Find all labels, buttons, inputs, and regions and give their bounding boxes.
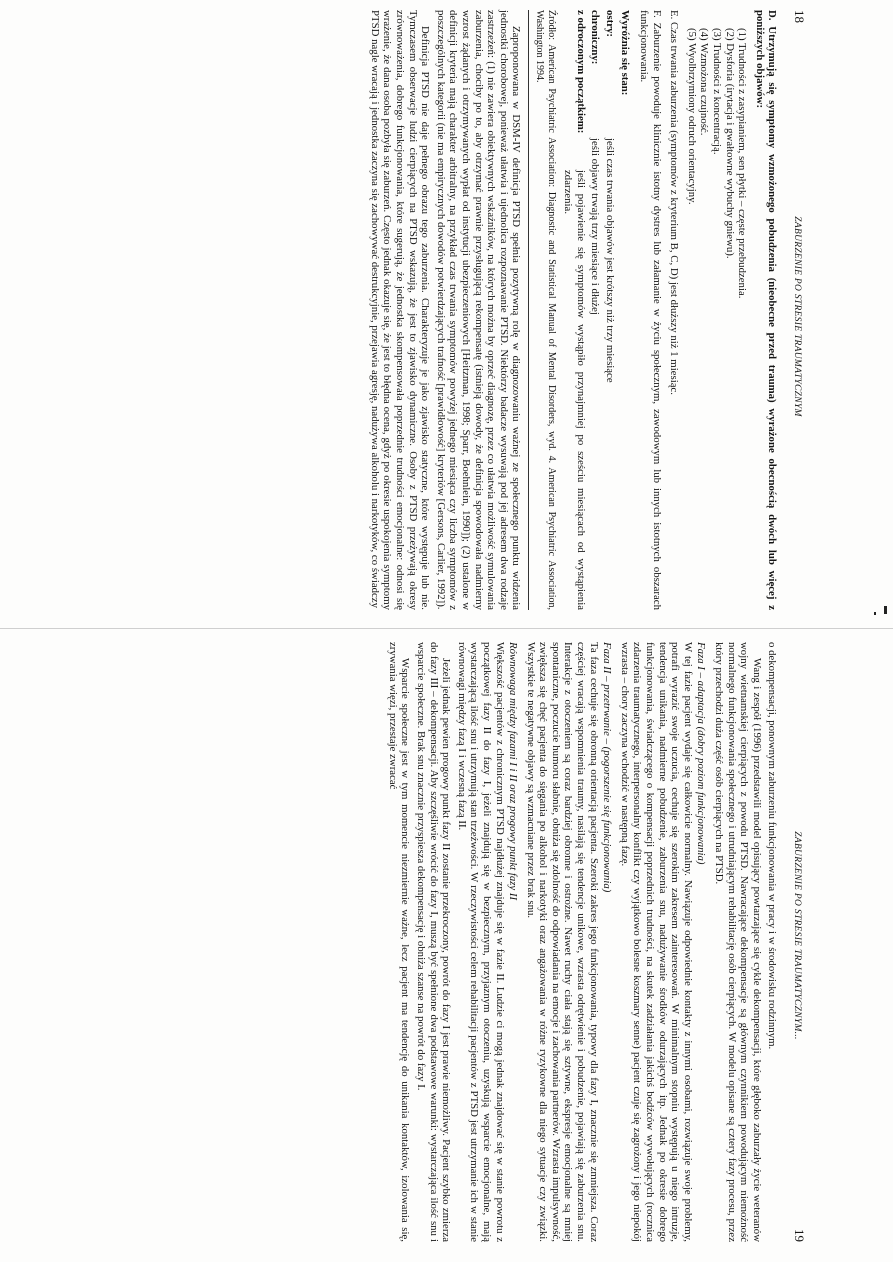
running-head <box>790 10 805 610</box>
criterion-d-item: (4) Wzmożona czujność. <box>698 28 711 136</box>
phase-text: Większość pacjentów z chronicznym PTSD najdłużej znajduje się w fazie II. Ludzie ci mogą jednak znajdować się w stanie powrotu z początkowej fazy II do fazy I, jeżeli znajdują się w bezpiecznym, przyjaznym otoczeniu, uzyskują wsparcie emocjonalne, mają wystarczającą ilość snu i utrzymują stan trzeźwości. W rzeczywistości celem rehabilitacji pacjentów z PTSD jest utrzymanie ich w stanie równowagi między fazą I i wczesną fazą II. <box>455 642 506 1242</box>
running-head <box>790 642 805 1242</box>
phase-text: Ta faza cechuje się obronną orientacją pacjenta. Szeroki zakres jego funkcjonowania, typowy dla fazy I, znacznie się zmniejsza. Coraz częściej wracają wspomnienia traumy, nasilają się tendencje unikowe, wzrasta odrętwienie i pobudzenie, pojawiają się zaburzenia snu. Interakcje z otoczeniem są coraz bardziej obronne i ostrożne. Nawet ruchy ciała stają się sztywne, ekspresje emocjonalne są mniej spontaniczne, poczucie humoru słabnie, obniża się zdolność do odpowiadania na emocje i zachowania partnerów. Wzrasta impulsywność, zwiększa się chęć pacjenta do sięgania po alkohol i narkotyki oraz angażowania w różne ryzykowne dla niego sytuacje czy związki. Wszystkie te negatywne objawy są wzmacniane przez brak snu. <box>524 642 600 1242</box>
specifier-label: z odroczonym początkiem: <box>574 10 587 134</box>
phase-heading: Faza II – przetrwanie – (pogorszenie się funkcjonowania) <box>601 642 614 893</box>
specifier-row <box>562 10 587 610</box>
body-paragraph: Wang i zespół (1996) przedstawili model opisujący powtarzające się cykle dekompensacji, które głęboko zaburzały życie weteranów wojny wietnamskiej cierpiących z powodu PTSD. Nawracające dekompensacje są głównym czynnikiem powodującym niemożność normalnego funkcjonowania społecznego i utrudniającym rehabilitację osób cierpiących. W modelu opisane są cztery fazy procesu, przez który przechodzi duża część osób cierpiących na PTSD. <box>713 642 763 1242</box>
specifiers-block <box>562 10 632 610</box>
criterion-f: F. Zaburzenie powoduje klinicznie istotny dystres lub załamanie w życiu społecznym, zawodowym lub innych istotnych obszarach funkcjonowania. <box>638 10 663 610</box>
body-paragraph: Zaproponowana w DSM-IV definicja PTSD spełnia pozytywną rolę w diagnozowaniu ważnej ze społecznego punktu widzenia jednostki chorobowej, ponieważ ułatwia i ujednolica rozpoznawanie PTSD. Niektórzy badacze wysuwają pod jej adresem dwa rodzaje zastrzeżeń: (1) nie zawiera obiektywnych wskaźników, na których można by oprzeć diagnozę, przez co ułatwia możliwość symulowania zaburzenia, chociby po to, aby otrzymać prawnie przysługującą rekompensatę (istnieją dowody, że definicja spowodowała nadmierny wzrost żądanych i otrzymywanych wypłat od instytucji ubezpieczeniowych [Heitzman, 1998; Sparr, Boehnlein, 1990]); (2) ustalone w definicji kryteria mają charakter arbitralny, na przykład czas trwania symptomów powyżej jednego miesiąca czy liczba symptomów z poszczególnych kategorii (nie ma empirycznych dowodów potwierdzających trafność [prawidłowość] kryteriów [Gersons, Carlier, 1992]). <box>434 10 523 610</box>
body-paragraph: Jeżeli jednak pewien progowy punkt fazy II zostanie przekroczony, powrót do fazy I jest prawie niemożliwy. Pacjent szybko zmierza do fazy III – dekompensacji. Aby szczęśliwie wrócić do fazy I, muszą być spełnione dwa podstawowe warunki: wystarczająca ilość snu i wsparcie społeczne. Brak snu znacznie przyspiesza dekompensację i obniża szanse na powrót do fazy I. <box>414 642 453 1242</box>
specifier-row <box>603 10 616 610</box>
specifier-text: jeśli objawy trwają trzy miesiące i dłużej <box>589 138 602 315</box>
page-gutter-divider <box>0 628 893 629</box>
criterion-d <box>753 10 778 610</box>
criterion-e: E. Czas trwania zaburzenia (symptomów z kryterium B, C, D) jest dłuższy niż 1 miesiąc. <box>668 10 681 395</box>
page-number: 19 <box>792 1228 807 1242</box>
specifiers-heading: Wyróżnia się stan: <box>619 10 632 96</box>
criterion-d-item: (2) Dysforia (irytacja i gwałtowne wybuchy gniewu). <box>723 28 736 259</box>
page-number: 18 <box>792 10 807 23</box>
criterion-d-list <box>685 10 748 610</box>
criterion-d-item: (5) Wyolbrzymiony odruch orientacyjny. <box>685 28 698 205</box>
specifier-row <box>589 10 602 610</box>
phase-heading: Równowaga między fazami I i II oraz progowy punkt fazy II <box>507 642 520 901</box>
criterion-d-title: D. Utrzymują się symptomy wzmożonego pobudzenia (nieobecne przed trauma) wyrażone obecnością dwóch lub więcej z poniższych objawów: <box>753 10 779 610</box>
source-note: Źródło: American Psychiatric Association: Diagnostic and Statistical Manual of Mental Disorders, wyd. 4. American Psychiatric Association, Washington 1994. <box>528 10 557 610</box>
specifier-label: chroniczny: <box>589 10 602 65</box>
body-paragraph: Wsparcie społeczne jest w tym momencie niezmiernie ważne, lecz pacjent ma tendencję do unikania kontaktów, izolowania się, zrywania więzi, przestaje zwracać <box>386 642 412 1242</box>
scan-speck <box>874 612 876 615</box>
scan-speck <box>884 606 887 614</box>
specifier-text: jeśli pojawienie się symptomów wystąpiło przynajmniej po sześciu miesiącach od wystąpienia zdarzenia. <box>562 170 587 610</box>
criterion-d-item: (1) Trudności z zasypianiem, sen płytki – częste przebudzenia. <box>736 28 749 299</box>
body-paragraph: Definicja PTSD nie daje pełnego obrazu tego zaburzenia. Charakteryzuje je jako zjawisko statyczne, które występuje lub nie. Tymczasem obserwacje ludzi cierpiących na PTSD wskazują, że jest to zjawisko dynamiczne. Osoby z PTSD przeżywają okresy zrównoważenia, dobrego funkcjonowania, które sugerują, że jednostka skompensowała poprzednie trudności emocjonalne: odnosi się wrażenie, że dana osoba pozbyła się zaburzeń. Często jednak okazuje się, że jest to błędna ocena, gdyż po okresie uspokojenia symptomy PTSD nagle wracają i jednostka zaczyna się zachowywać destrukcyjnie, przejawia agresję, nadużywa alkoholu i narkotyków, co świadczy <box>368 10 432 610</box>
phase-text: W tej fazie pacjent wydaje się całkowicie normalny. Nawiązuje odpowiednie kontakty z innymi osobami, rozwiązuje swoje problemy, potrafi wyrazić swoje uczucia, cechuje się szerokim zakresem zainteresowań. W minimalnym stopniu występują u niego intruzje, tendencja unikania, nadmierne pobudzenie, zaburzenia snu, nadużywanie środków odurzających itp. Jednak po okresie dobrego funkcjonowania, świadczącego o kompensacji poprzednich trudności, na skutek zadziałania jakichś bodźców wywołujących (rocznica zdarzenia traumatycznego, interpersonalny konflikt czy wyjątkowo bolesne koszmary senne) pacjent czuje się zagrożony i jego niepokój wzrasta – chory zaczyna wchodzić w następną fazę. <box>618 642 694 1242</box>
criterion-d-item: (3) Trudności z koncentracją. <box>711 28 724 155</box>
running-head-title: ZABURZENIE PO STRESIE TRAUMATYCZNYM... <box>792 831 802 1040</box>
opening-paragraph: o dekompensacji, ponownym zaburzeniu funkcjonowania w pracy i w środowisku rodzinnym. <box>766 642 779 1050</box>
running-head-title: ZABURZENIE PO STRESIE TRAUMATYCZNYM <box>792 216 802 417</box>
page-18 <box>75 10 805 610</box>
specifier-label: ostry: <box>603 10 616 37</box>
page-19 <box>75 642 805 1242</box>
phase-heading: Faza I – adaptacja (dobry poziom funkcjonowania) <box>695 642 708 865</box>
specifier-text: jeśli czas trwania objawów jest krótszy niż trzy miesiące <box>603 138 616 383</box>
